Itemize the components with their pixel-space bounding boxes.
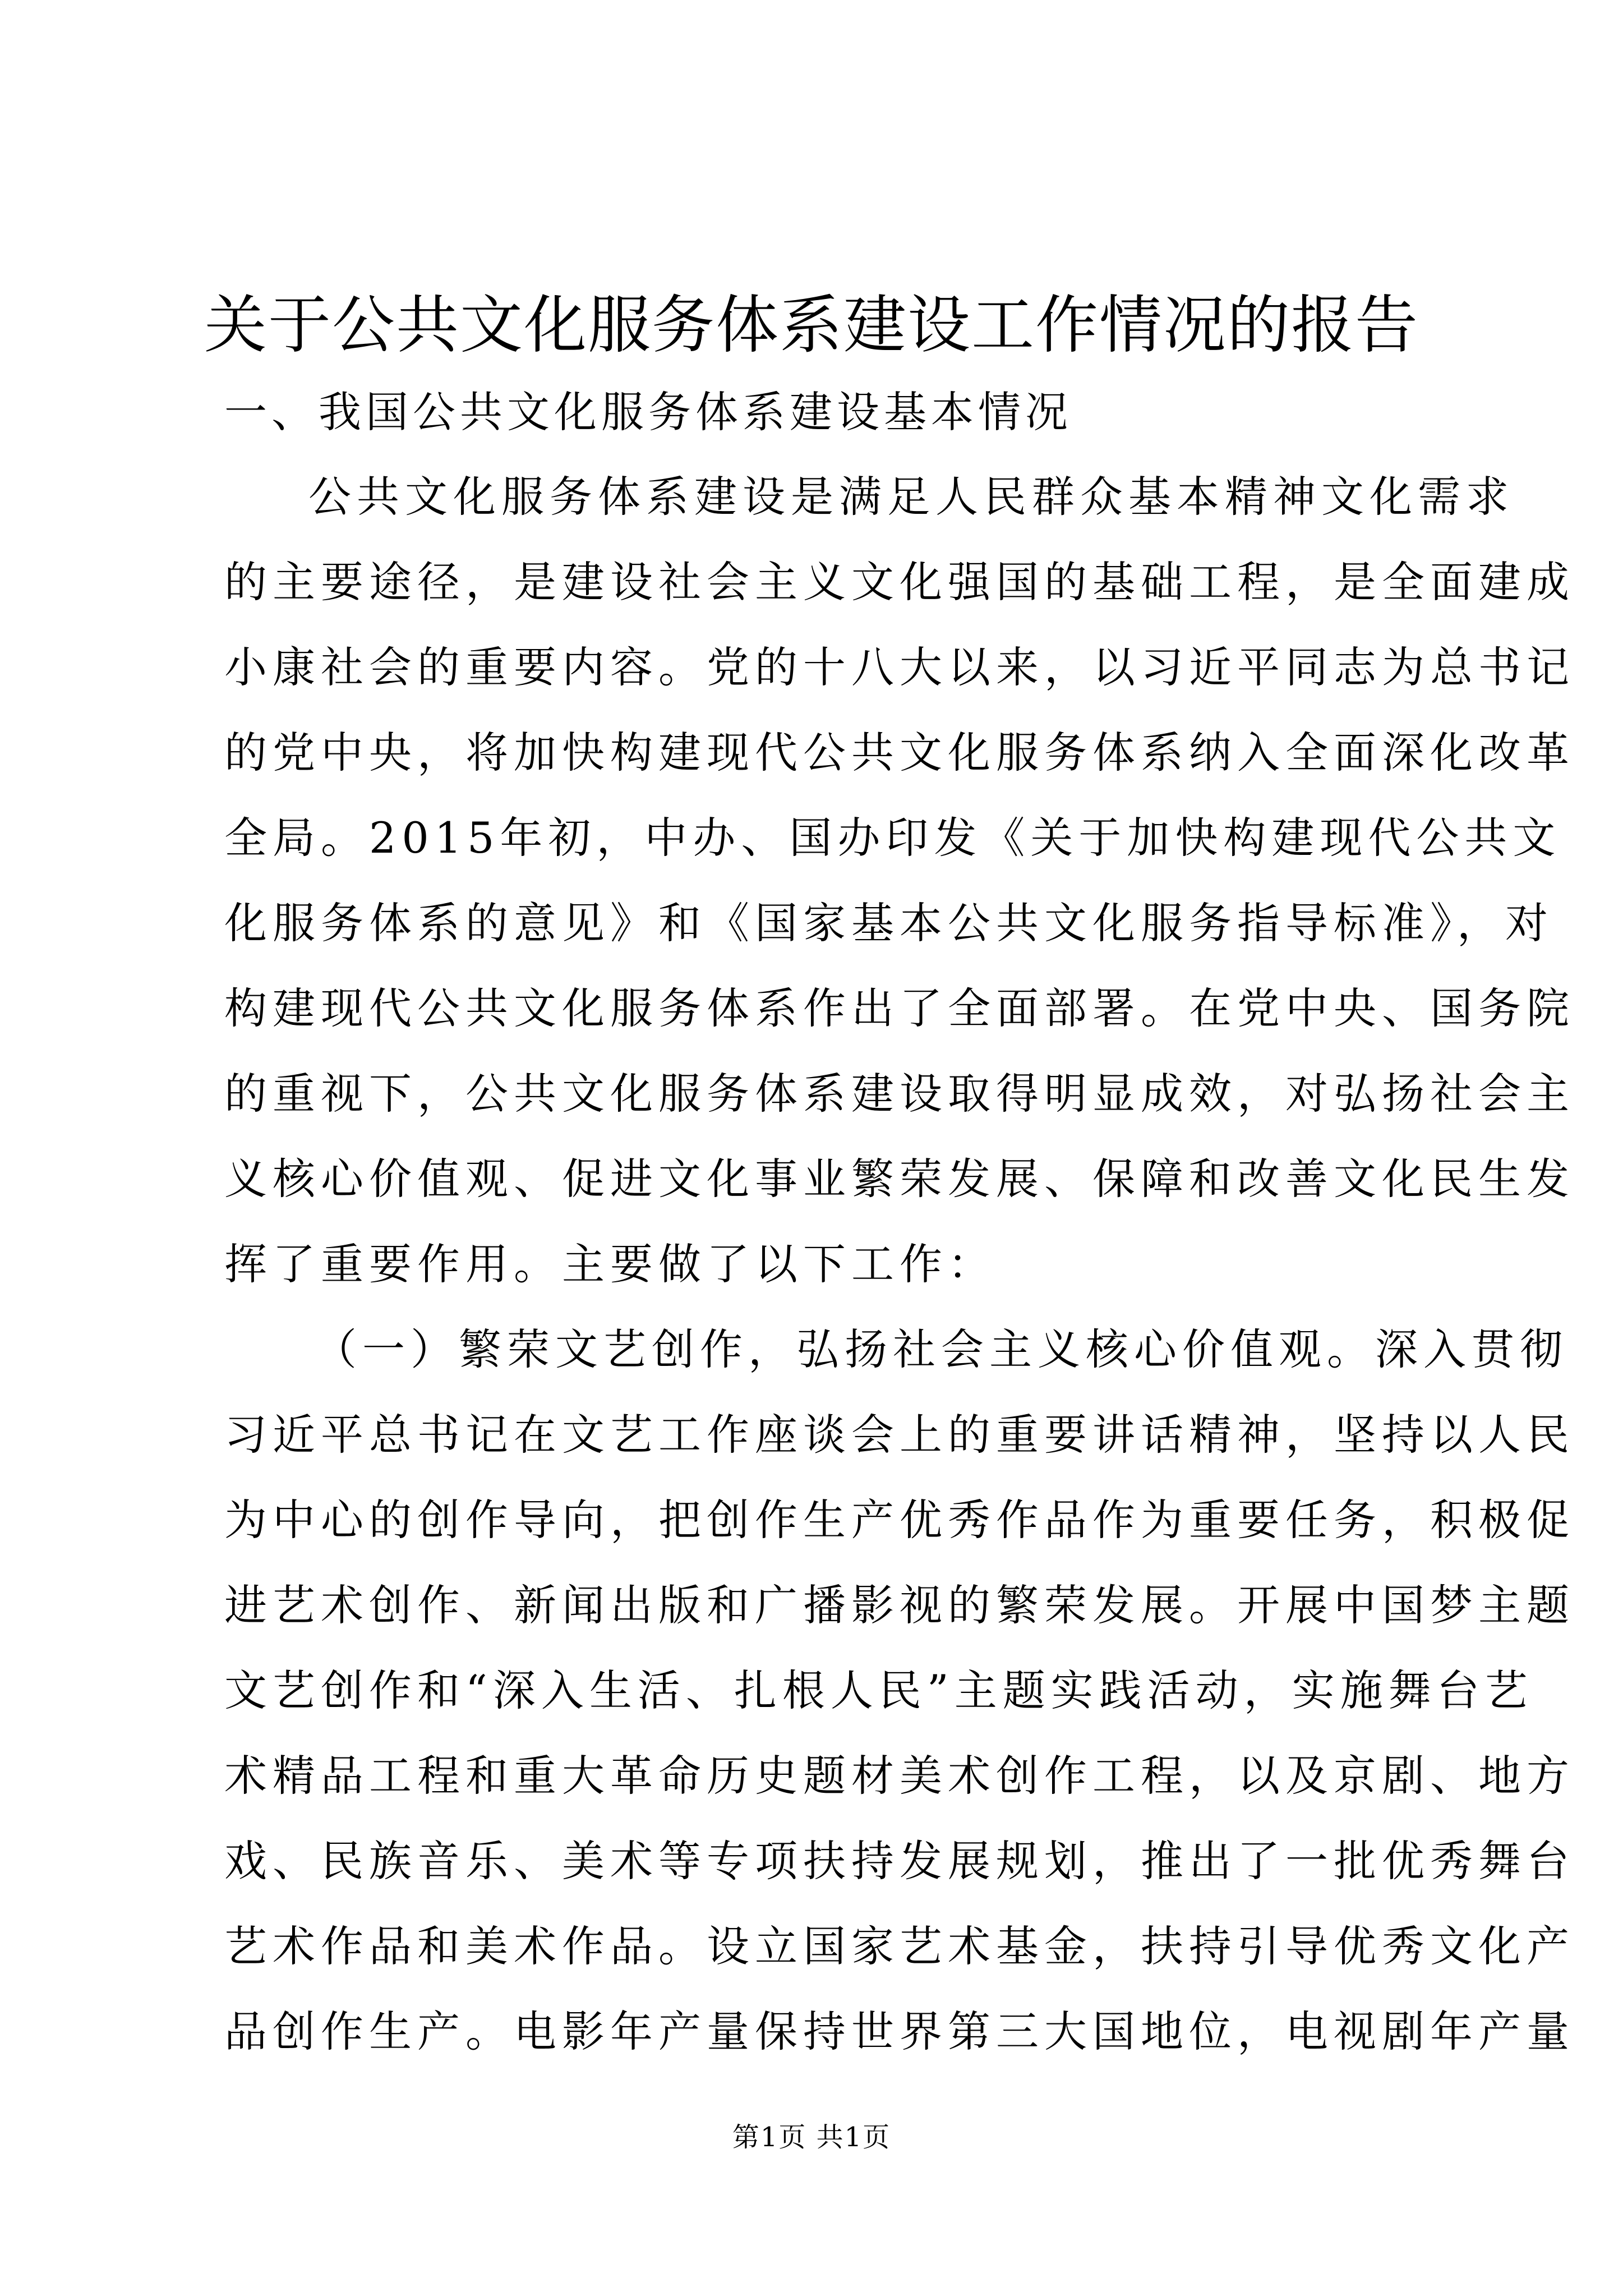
document-title: 关于公共文化服务体系建设工作情况的报告 [204,289,1419,362]
text-line: 化服务体系的意见》和《国家基本公共文化服务指导标准》，对 [224,898,1553,948]
body-text [224,454,1575,2074]
text-line: 术精品工程和重大革命历史题材美术创作工程，以及京剧、地方 [224,1751,1575,1801]
page-footer: 第1页 共1页 [732,2122,891,2153]
text-line: 挥了重要作用。主要做了以下工作： [224,1239,996,1289]
section-heading: 一、我国公共文化服务体系建设基本情况 [224,387,1072,437]
text-line: 品创作生产。电影年产量保持世界第三大国地位，电视剧年产量 [224,2007,1575,2056]
text-line: 的重视下，公共文化服务体系建设取得明显成效，对弘扬社会主 [224,1069,1575,1119]
text-line: 为中心的创作导向，把创作生产优秀作品作为重要任务，积极促 [224,1495,1575,1545]
text-line: 小康社会的重要内容。党的十八大以来，以习近平同志为总书记 [224,642,1575,692]
text-line: 的主要途径，是建设社会主义文化强国的基础工程，是全面建成 [224,557,1575,607]
text-line: 艺术作品和美术作品。设立国家艺术基金，扶持引导优秀文化产 [224,1921,1575,1971]
text-line: 文艺创作和“深入生活、扎根人民”主题实践活动，实施舞台艺 [224,1665,1533,1715]
text-line: 戏、民族音乐、美术等专项扶持发展规划，推出了一批优秀舞台 [224,1836,1575,1886]
text-line: 义核心价值观、促进文化事业繁荣发展、保障和改善文化民生发 [224,1154,1575,1204]
text-line: 构建现代公共文化服务体系作出了全面部署。在党中央、国务院 [224,983,1575,1033]
text-line: （一）繁荣文艺创作，弘扬社会主义核心价值观。深入贯彻 [314,1324,1568,1374]
text-line: 公共文化服务体系建设是满足人民群众基本精神文化需求 [308,472,1514,522]
text-line: 习近平总书记在文艺工作座谈会上的重要讲话精神，坚持以人民 [224,1410,1575,1460]
text-line: 的党中央，将加快构建现代公共文化服务体系纳入全面深化改革 [224,728,1575,777]
text-line: 全局。2015年初，中办、国办印发《关于加快构建现代公共文 [224,813,1561,863]
text-line: 进艺术创作、新闻出版和广播影视的繁荣发展。开展中国梦主题 [224,1580,1575,1630]
